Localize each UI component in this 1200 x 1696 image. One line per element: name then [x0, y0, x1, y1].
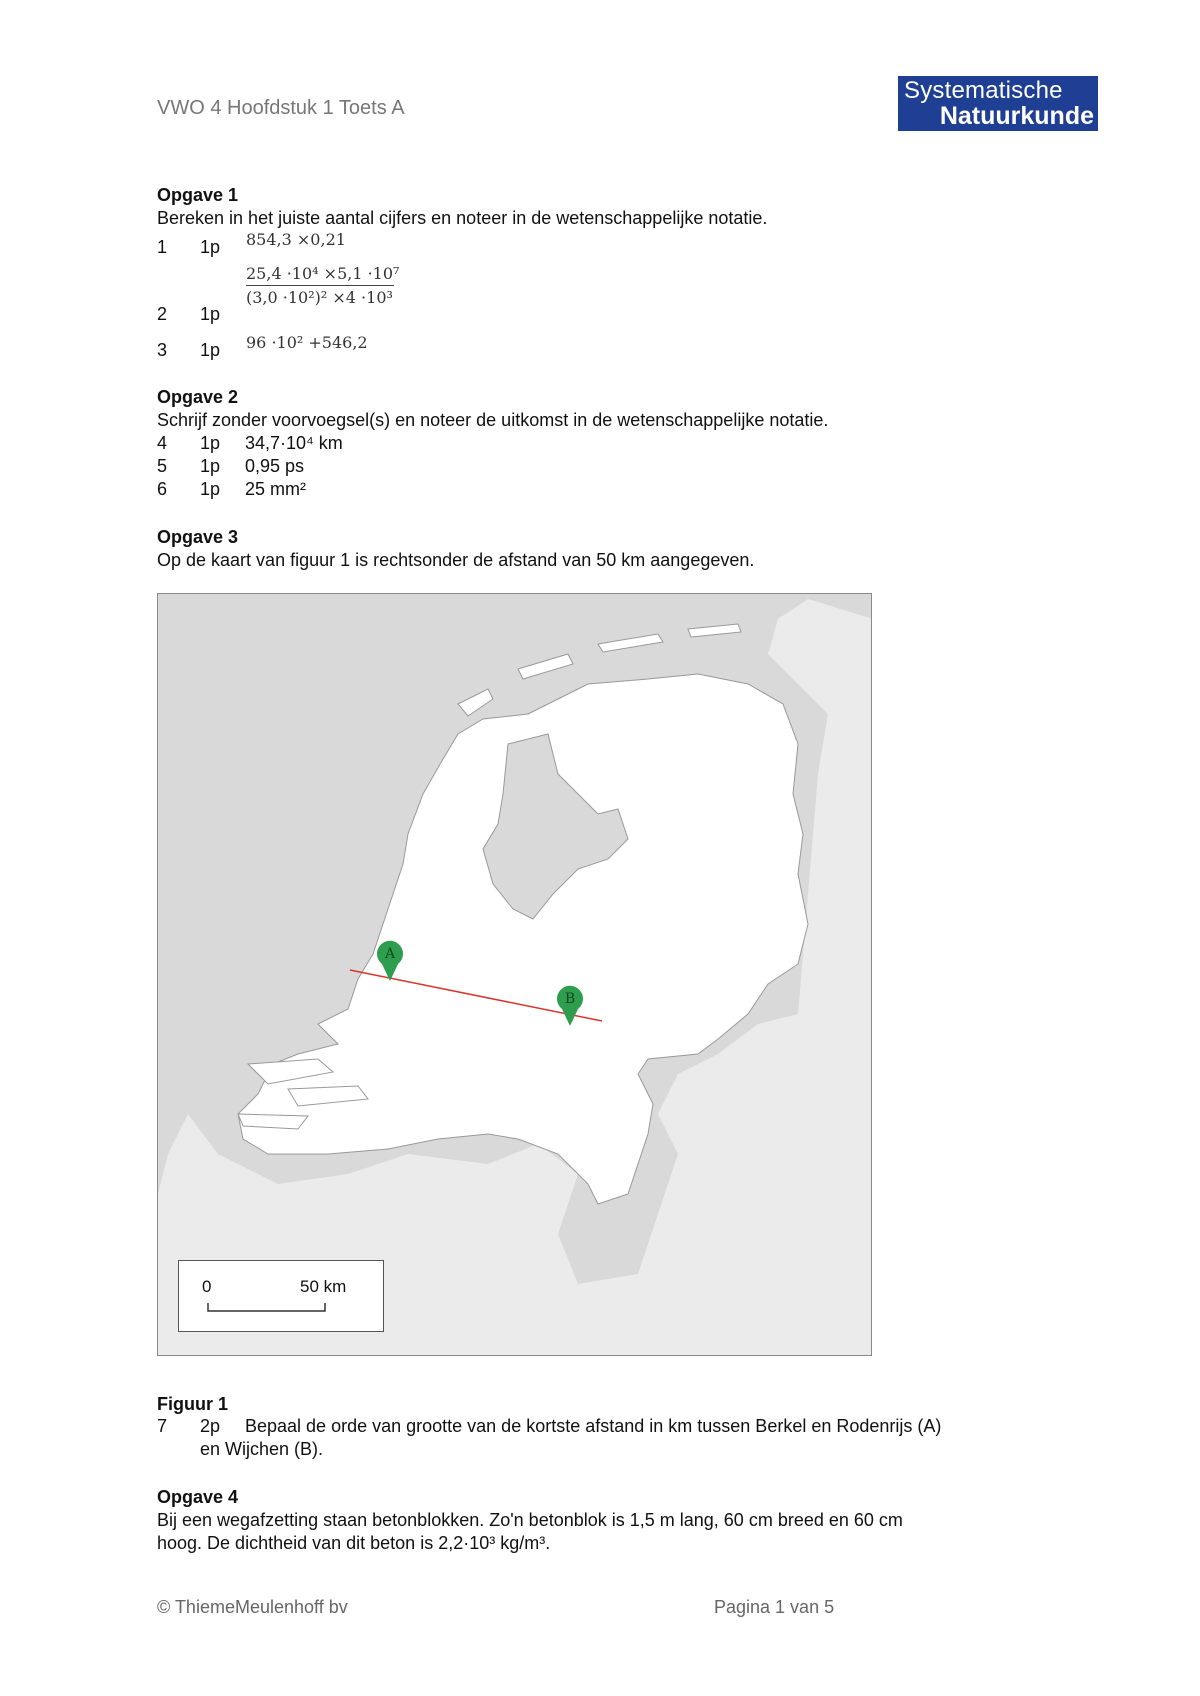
- document-header-title: VWO 4 Hoofdstuk 1 Toets A: [157, 97, 405, 119]
- logo-line-1: Systematische: [904, 77, 1063, 104]
- opgave4-line2: hoog. De dichtheid van dit beton is 2,2·10³ kg/m³.: [157, 1533, 551, 1553]
- question-2-numerator: 25,4 ·10⁴ ×5,1 ·10⁷: [246, 264, 400, 283]
- question-1-points: 1p: [200, 237, 221, 257]
- question-2-number: 2: [157, 304, 168, 324]
- question-4-value: 34,7·10⁴ km: [245, 433, 343, 453]
- opgave1-title: Opgave 1: [157, 185, 239, 205]
- scale-distance-label: 50 km: [300, 1277, 347, 1296]
- question-2-denominator: (3,0 ·10²)² ×4 ·10³: [246, 288, 393, 307]
- map-scale-box: [178, 1260, 384, 1332]
- fraction-bar: [246, 285, 394, 286]
- logo-line-2: Natuurkunde: [939, 102, 1094, 130]
- question-5-value: 0,95 ps: [245, 456, 305, 476]
- opgave3-title: Opgave 3: [157, 527, 239, 547]
- question-5-points: 1p: [200, 456, 221, 476]
- question-3-expression: 96 ·10² +546,2: [246, 333, 368, 352]
- question-3-points: 1p: [200, 340, 221, 360]
- scale-zero-label: 0: [202, 1277, 212, 1296]
- opgave3-intro: Op de kaart van figuur 1 is rechtsonder de afstand van 50 km aangegeven.: [157, 550, 755, 570]
- question-4-points: 1p: [200, 433, 221, 453]
- opgave4-title: Opgave 4: [157, 1487, 239, 1507]
- opgave2-intro: Schrijf zonder voorvoegsel(s) en noteer de uitkomst in de wetenschappelijke notatie.: [157, 410, 829, 430]
- question-2-points: 1p: [200, 304, 221, 324]
- question-7-points: 2p: [200, 1416, 221, 1436]
- opgave1-intro: Bereken in het juiste aantal cijfers en noteer in de wetenschappelijke notatie.: [157, 208, 768, 228]
- publisher-logo: [898, 76, 1098, 131]
- question-7-text-line1: Bepaal de orde van grootte van de kortste afstand in km tussen Berkel en Rodenrijs (A): [245, 1416, 942, 1436]
- netherlands-map: [157, 593, 872, 1356]
- question-6-value: 25 mm²: [245, 479, 307, 499]
- opgave4-line1: Bij een wegafzetting staan betonblokken. Zo'n betonblok is 1,5 m lang, 60 cm breed en 60 cm: [157, 1510, 903, 1530]
- question-6-points: 1p: [200, 479, 221, 499]
- map-svg: [158, 594, 872, 1356]
- question-1-number: 1: [157, 237, 168, 257]
- figure-caption: Figuur 1: [157, 1394, 228, 1414]
- marker-b-label: B: [564, 991, 576, 1007]
- question-3-number: 3: [157, 340, 168, 360]
- question-1-expression: 854,3 ×0,21: [246, 230, 346, 249]
- footer-page-number: Pagina 1 van 5: [714, 1597, 835, 1617]
- opgave2-title: Opgave 2: [157, 387, 239, 407]
- footer-copyright: © ThiemeMeulenhoff bv: [157, 1597, 348, 1617]
- scale-bar: [179, 1261, 385, 1333]
- question-2-fraction: [246, 264, 399, 307]
- question-7-text-line2: en Wijchen (B).: [200, 1439, 324, 1459]
- question-6-number: 6: [157, 479, 168, 499]
- question-5-number: 5: [157, 456, 168, 476]
- question-4-number: 4: [157, 433, 168, 453]
- question-7-number: 7: [157, 1416, 168, 1436]
- marker-a-label: A: [384, 946, 396, 962]
